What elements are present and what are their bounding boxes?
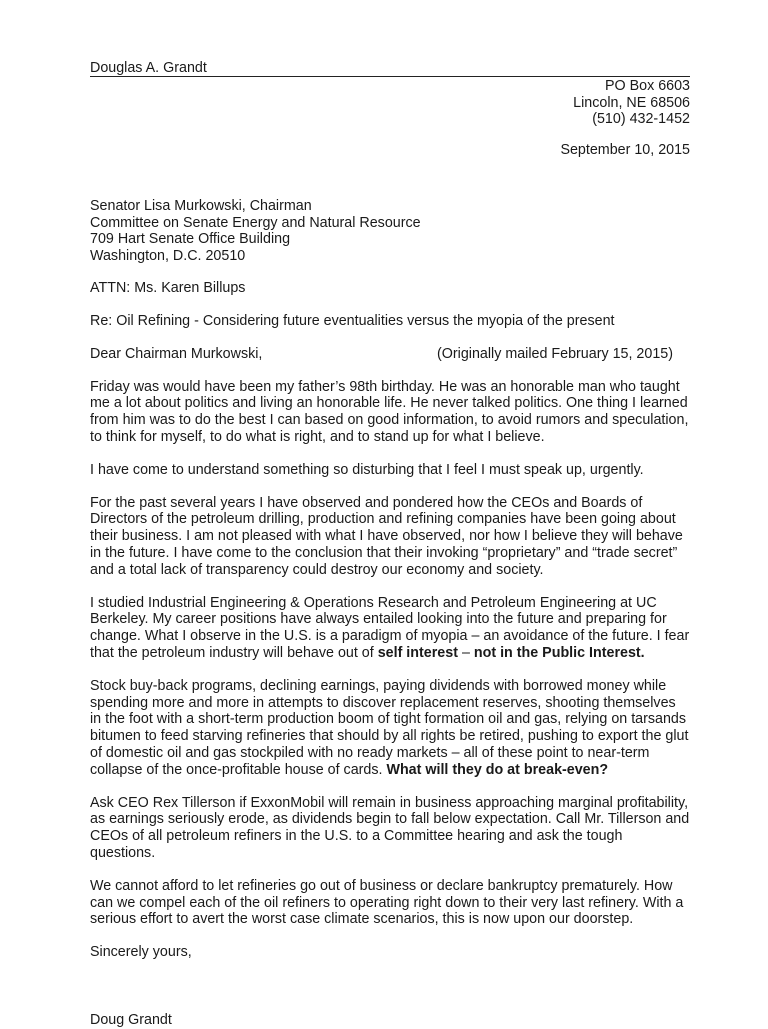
letter-date: September 10, 2015 — [560, 141, 690, 158]
attn-line: ATTN: Ms. Karen Billups — [90, 280, 246, 297]
salutation-row — [90, 346, 690, 363]
sender-name: Douglas A. Grandt — [90, 60, 207, 76]
paragraph-6: Ask CEO Rex Tillerson if ExxonMobil will remain in business approaching marginal profitability, as earnings seriously erode, as dividends begin to fall below expectation. Call Mr. Tillerson and CEOs of all petroleum refiners in the U.S. to a Committee hearing and ask the tough questions. — [90, 794, 690, 862]
recipient-address — [90, 198, 690, 264]
recipient-line-4: Washington, D.C. 20510 — [90, 247, 246, 264]
paragraph-5-emphasis: What will they do at break-even? — [386, 761, 609, 778]
letter-page — [90, 60, 690, 1029]
originally-mailed-note: (Originally mailed February 15, 2015) — [437, 345, 674, 362]
paragraph-4-text: I studied Industrial Engineering & Operations Research and Petroleum Engineering at UC Berkeley. My career positions have always entailed looking into the future and preparing for change. What I observe in the U.S. is a paradigm of myopia – an avoidance of the future. I fear that the petroleum industry will behave out of — [90, 594, 690, 662]
paragraph-4 — [90, 595, 690, 662]
salutation: Dear Chairman Murkowski, — [90, 345, 263, 362]
address-line-1: PO Box 6603 — [604, 78, 690, 94]
paragraph-4-dash: – — [457, 645, 474, 662]
paragraph-4-emphasis-2: not in the Public Interest. — [473, 645, 645, 662]
closing: Sincerely yours, — [90, 944, 192, 961]
paragraph-3: For the past several years I have observed and pondered how the CEOs and Boards of Directors of the petroleum drilling, production and refining companies have been going about their business. I am not pleased with what I have observed, nor how I believe they will behave in the future. I have come to the conclusion that their invoking “proprietary” and “trade secret” and a total lack of transparency could destroy our economy and society. — [90, 494, 683, 578]
paragraph-4-emphasis-1: self interest — [377, 645, 458, 662]
recipient-line-1: Senator Lisa Murkowski, Chairman — [90, 198, 312, 215]
paragraph-5 — [90, 678, 690, 779]
paragraph-7: We cannot afford to let refineries go out of business or declare bankruptcy prematurely. How can we compel each of the oil refiners to operating right down to their very last refinery. With a serious effort to avert the worst case climate scenarios, this is now upon our doorstep. — [90, 877, 684, 928]
recipient-line-2: Committee on Senate Energy and Natural Resource — [90, 214, 421, 231]
return-address — [90, 78, 690, 128]
subject-line: Re: Oil Refining - Considering future eventualities versus the myopia of the present — [90, 313, 615, 330]
paragraph-5-text: Stock buy-back programs, declining earnings, paying dividends with borrowed money while spending more and more in attempts to discover replacement reserves, shooting themselves in the foot with a short-term production boom of tight formation oil and gas, relying on tarsands bitumen to feed starving refineries that should by all rights be retired, pushing to export the glut of domestic oil and gas stockpiled with no ready markets – all of these point to near-term collapse of the once-profitable house of cards. — [90, 677, 689, 778]
address-line-2: Lincoln, NE 68506 — [573, 94, 690, 111]
recipient-line-3: 709 Hart Senate Office Building — [90, 231, 291, 248]
letterhead — [90, 60, 690, 77]
phone-number: (510) 432-1452 — [592, 111, 690, 127]
paragraph-2: I have come to understand something so disturbing that I feel I must speak up, urgently. — [90, 461, 644, 478]
paragraph-1: Friday was would have been my father’s 98th birthday. He was an honorable man who taught me a lot about politics and living an honorable life. He never talked politics. One thing I learned from him was to do the best I can based on good information, to avoid rumors and speculation, to think for myself, to do what is right, and to stand up for what I believe. — [90, 378, 689, 446]
signature-name: Doug Grandt — [90, 1012, 172, 1028]
